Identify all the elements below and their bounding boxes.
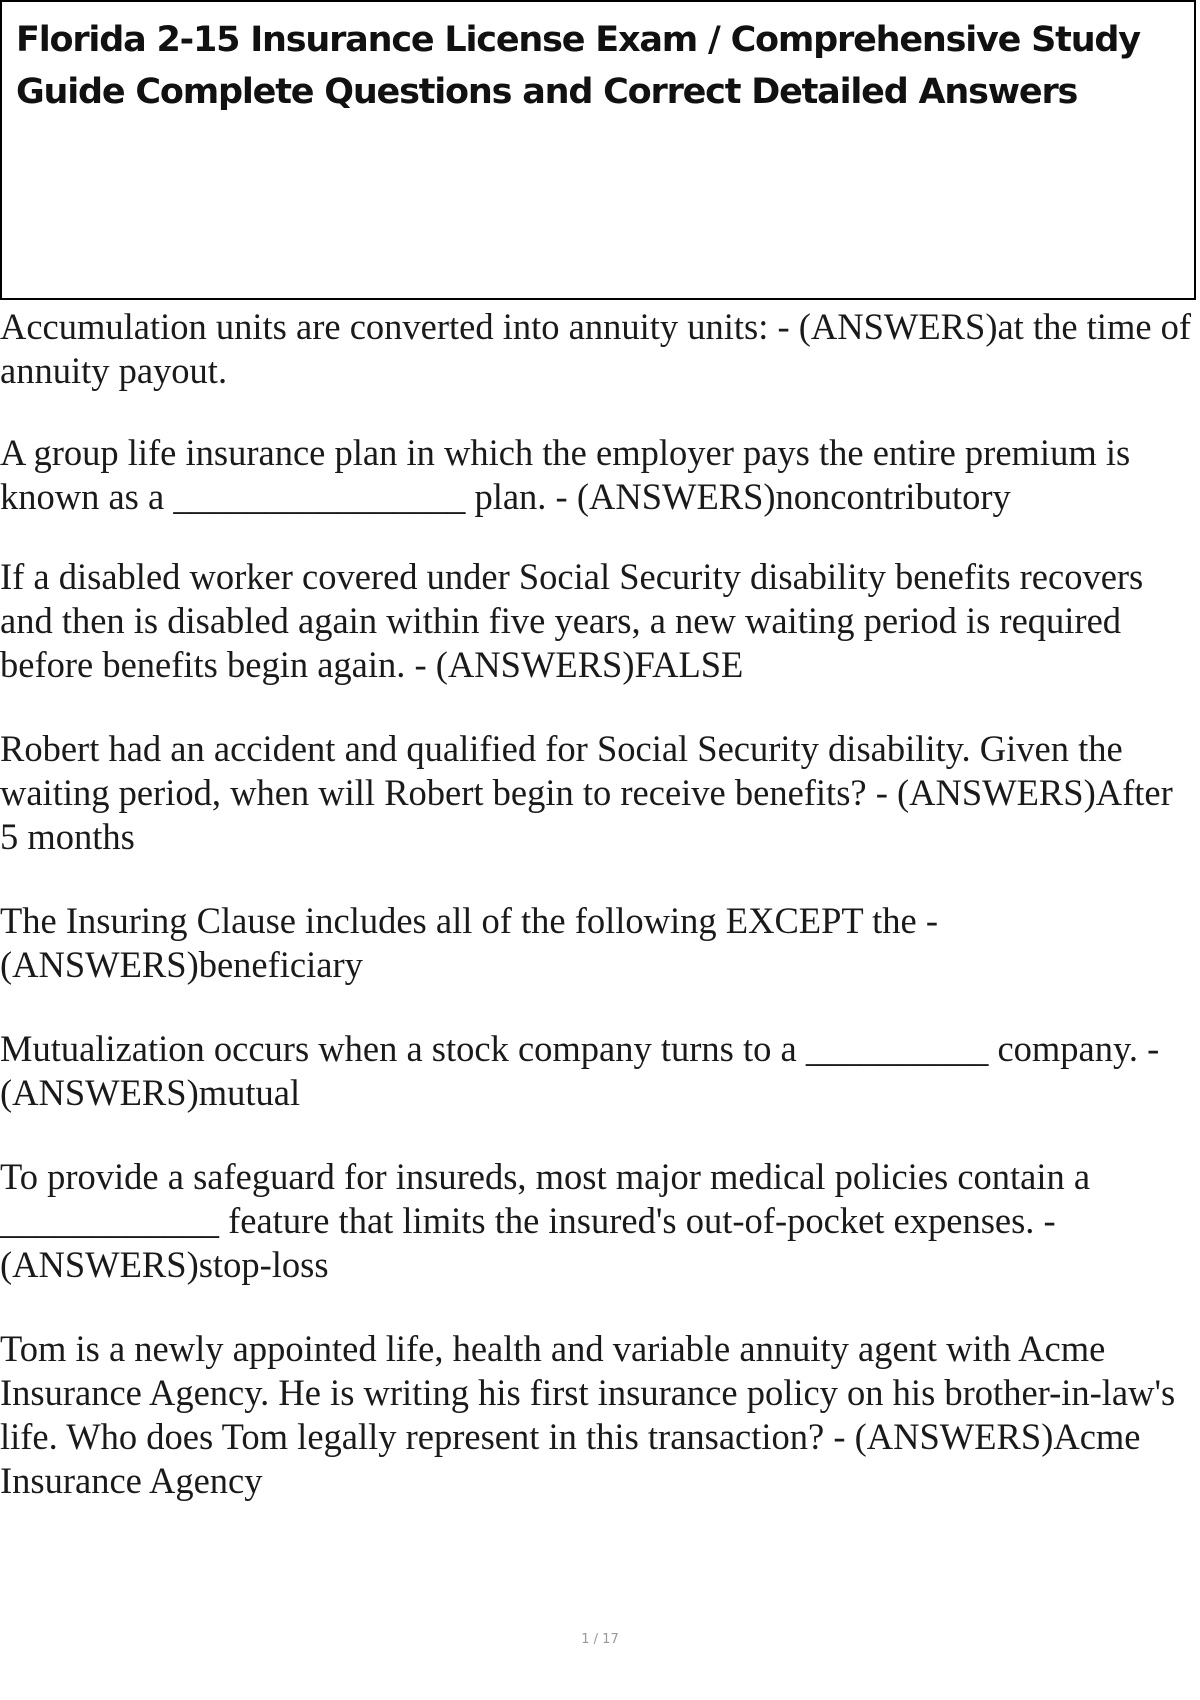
qa-text: Robert had an accident and qualified for Social Security disability. Given the waiting period, when will Robert begin to receive benefits? - (ANSWERS)After 5 months — [0, 728, 1173, 857]
qa-text: Accumulation units are converted into annuity units: - (ANSWERS)at the time of annuity payout. — [0, 306, 1192, 391]
document-title-box — [0, 0, 1196, 300]
qa-item — [0, 555, 1200, 687]
qa-text: Mutualization occurs when a stock company turns to a — [0, 1028, 806, 1069]
qa-item — [0, 1155, 1200, 1287]
qa-item — [0, 727, 1200, 859]
qa-text: The Insuring Clause includes all of the following EXCEPT the - (ANSWERS)beneficiary — [0, 900, 939, 985]
answer-blank: ________________ — [173, 476, 466, 517]
qa-item — [0, 1027, 1200, 1115]
document-title: Florida 2-15 Insurance License Exam / Comprehensive Study Guide Complete Questions and Correct Detailed Answers — [16, 20, 1140, 112]
qa-text: To provide a safeguard for insureds, most major medical policies contain a — [0, 1156, 1091, 1197]
qa-text: plan. - (ANSWERS)noncontributory — [465, 476, 1011, 517]
qa-item — [0, 1327, 1200, 1503]
page-number: 1 / 17 — [581, 1632, 619, 1647]
qa-list — [0, 305, 1200, 1547]
qa-text: company. - (ANSWERS)mutual — [0, 1028, 1160, 1113]
answer-blank: ____________ — [0, 1200, 219, 1241]
qa-item — [0, 431, 1200, 519]
qa-text: feature that limits the insured's out-of-pocket expenses. - (ANSWERS)stop-loss — [0, 1200, 1056, 1285]
qa-text: Tom is a newly appointed life, health and variable annuity agent with Acme Insurance Agency. He is writing his first insurance policy on his brother-in-law's life. Who does Tom legally represent in this transaction? - (ANSWERS)Acme Insurance Agency — [0, 1328, 1176, 1501]
qa-item — [0, 899, 1200, 987]
qa-text: If a disabled worker covered under Social Security disability benefits recovers and then is disabled again within five years, a new waiting period is required before benefits begin again. - (ANSWERS)FALSE — [0, 556, 1144, 685]
qa-text: A group life insurance plan in which the employer pays the entire premium is known as a — [0, 432, 1131, 517]
answer-blank: __________ — [805, 1028, 989, 1069]
qa-item — [0, 305, 1200, 393]
